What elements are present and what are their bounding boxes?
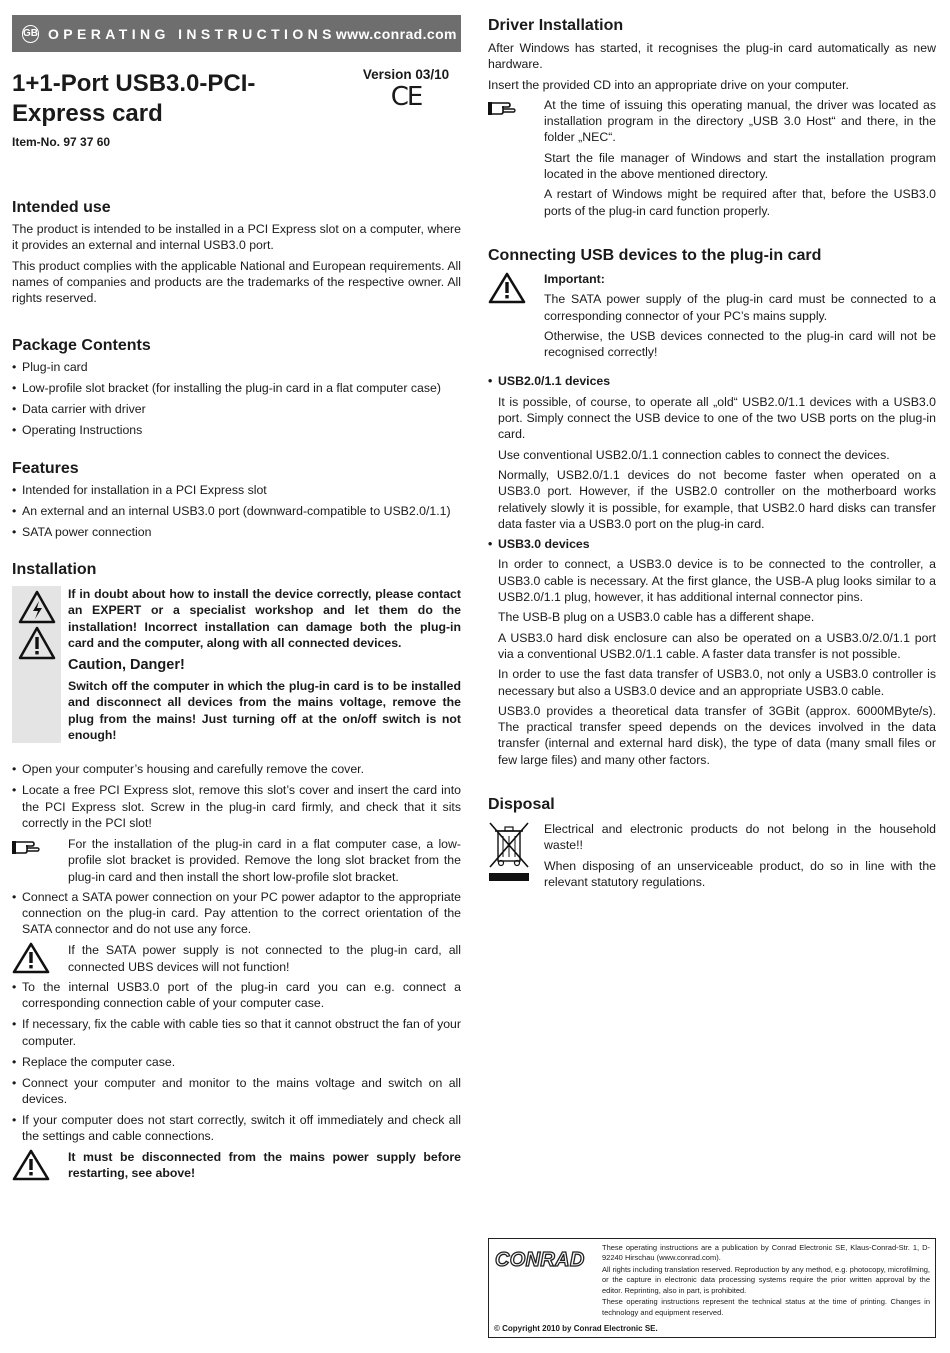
sata-warning-text: If the SATA power supply is not connected to the plug-in card, all connected UBS devices will not function! xyxy=(68,943,461,974)
disposal-block xyxy=(488,821,936,890)
electric-shock-icon xyxy=(18,590,56,624)
low-profile-note xyxy=(12,836,461,885)
ce-mark-icon: CE xyxy=(390,82,422,112)
list-item: • Locate a free PCI Express slot, remove this slot’s cover and insert the card into the PCI Express slot. Screw in the plug-in card firmly, and check that it sits correctly in the PCI slot! xyxy=(12,782,461,831)
driver-heading: Driver Installation xyxy=(488,17,624,34)
title-block xyxy=(12,69,461,129)
restart-warning-text: It must be disconnected from the mains power supply before restarting, see above! xyxy=(68,1150,461,1181)
restart-warning xyxy=(12,1149,461,1182)
list-item: • Open your computer’s housing and carefully remove the cover. xyxy=(12,761,461,777)
danger-warning-block xyxy=(12,586,461,743)
conrad-logo-text: CONRAD xyxy=(495,1249,585,1271)
document-title: 1+1-Port USB3.0-PCI-Express card xyxy=(12,70,256,127)
usb3-p2: The USB-B plug on a USB3.0 cable has a different shape. xyxy=(498,610,815,625)
driver-note-1: At the time of issuing this operating manual, the driver was located as installation program in the directory „USB 3.0 Host“ and there, in the folder „NEC“. xyxy=(544,97,936,145)
item-number: Item-No. 97 37 60 xyxy=(12,135,111,149)
usb2-p2: Use conventional USB2.0/1.1 connection cables to connect the devices. xyxy=(498,447,890,462)
usb2-p3: Normally, USB2.0/1.1 devices do not become faster when operated on a USB3.0 port. However, if the USB2.0 controller on the motherboard works relatively slowly it is possible, for example, that USB2.0 hard disks can transfer data faster via a USB3.0 port on the plug-in card. xyxy=(498,467,936,531)
header-url[interactable]: www.conrad.com xyxy=(335,25,457,42)
caution-heading: Caution, Danger! xyxy=(68,657,185,674)
usb2-p1: It is possible, of course, to operate all „old“ USB2.0/1.1 devices with a USB3.0 port. Simply connect the USB device to one of the two USB ports on the plug-in card. xyxy=(498,394,936,442)
driver-note-2: Start the file manager of Windows and start the installation program located in the above mentioned directory. xyxy=(544,150,936,182)
right-column xyxy=(488,0,936,894)
intended-use-p2: This product complies with the applicable National and European requirements. All names of companies and products are the trademarks of the respective owner. All rights reserved. xyxy=(12,258,461,306)
disposal-p2: When disposing of an unserviceable product, do so in line with the relevant statutory regulations. xyxy=(544,858,936,889)
pointing-hand-icon xyxy=(12,836,50,858)
intended-use-heading: Intended use xyxy=(12,199,111,216)
footer-copyright: © Copyright 2010 by Conrad Electronic SE. xyxy=(494,1324,658,1333)
version-label: Version 03/10 xyxy=(362,67,450,82)
pointing-hand-icon xyxy=(488,97,526,119)
list-item: • Low-profile slot bracket (for installing the plug-in card in a flat computer case) xyxy=(12,380,461,396)
warning-icon xyxy=(12,942,50,974)
warning-icon xyxy=(18,626,56,660)
list-item: • Plug-in card xyxy=(12,359,461,375)
conrad-logo-icon xyxy=(493,1246,593,1272)
warning-icon xyxy=(488,272,526,304)
important-p1: The SATA power supply of the plug-in card must be connected to a corresponding connector of your PC’s mains supply. xyxy=(544,292,936,323)
footer-rights: All rights including translation reserved. Reproduction by any method, e.g. photocopy, microfilming, or the capture in electronic data processing systems require the prior written approval by the editor. Reprinting, also in part, is prohibited. xyxy=(602,1265,930,1295)
package-heading: Package Contents xyxy=(12,337,151,355)
list-item: • An external and an internal USB3.0 port (downward-compatible to USB2.0/1.1) xyxy=(12,503,461,519)
important-block xyxy=(488,271,936,360)
disposal-heading: Disposal xyxy=(488,795,555,813)
usb3-p3: A USB3.0 hard disk enclosure can also be operated on a USB3.0/2.0/1.1 port via a conventional USB2.0/1.1 cable. A faster data transfer is not possible. xyxy=(498,630,936,661)
warning-strip xyxy=(12,586,61,743)
version-block xyxy=(351,67,461,112)
installation-steps-c xyxy=(12,979,461,1144)
installation-steps-b xyxy=(12,889,461,938)
usb2-subheading: • USB2.0/1.1 devices xyxy=(488,373,936,389)
header-title: OPERATING INSTRUCTIONS xyxy=(48,25,336,42)
footer-publisher: These operating instructions are a publication by Conrad Electronic SE, Klaus-Conrad-Str. 1, D-92240 Hirschau (www.conrad.com). xyxy=(602,1243,930,1263)
warning-icon xyxy=(12,1149,50,1181)
list-item: • If necessary, fix the cable with cable ties so that it cannot obstruct the fan of your computer. xyxy=(12,1016,461,1049)
footer-status: These operating instructions represent the technical status at the time of printing. Changes in technology and equipment reserved. xyxy=(602,1297,930,1317)
disposal-p1: Electrical and electronic products do not belong in the household waste!! xyxy=(544,821,936,853)
list-item: • Operating Instructions xyxy=(12,422,461,438)
low-profile-note-text: For the installation of the plug-in card in a flat computer case, a low-profile slot bracket is provided. Remove the long slot bracket from the plug-in card and then install the short low-profile slot bracket. xyxy=(68,836,461,884)
driver-note-3: A restart of Windows might be required after that, before the USB3.0 ports of the plug-in card function properly. xyxy=(544,187,936,218)
usb3-p4: In order to use the fast data transfer of USB3.0, not only a USB3.0 controller is necessary but also a USB3.0 device and an appropriate USB3.0 cable. xyxy=(498,667,936,698)
list-item: • Replace the computer case. xyxy=(12,1054,461,1070)
intended-use-p1: The product is intended to be installed in a PCI Express slot on a computer, where it provides an external and internal USB3.0 port. xyxy=(12,222,461,253)
left-column xyxy=(12,0,461,1186)
list-item: • Intended for installation in a PCI Express slot xyxy=(12,482,461,498)
installation-heading: Installation xyxy=(12,561,97,578)
features-list xyxy=(12,482,461,540)
driver-p1: After Windows has started, it recognises the plug-in card automatically as new hardware. xyxy=(488,41,936,72)
features-heading: Features xyxy=(12,459,79,477)
driver-p2: Insert the provided CD into an appropriate drive on your computer. xyxy=(488,77,849,92)
usb3-p1: In order to connect, a USB3.0 device is to be connected to the controller, a USB3.0 cable is necessary. At the first glance, the USB-A plug looks similar to a USB2.0/1.1 plug, however, it has additional internal connector pins. xyxy=(498,557,936,605)
important-label: Important: xyxy=(544,271,605,286)
list-item: • Connect your computer and monitor to the mains voltage and switch on all devices. xyxy=(12,1075,461,1108)
list-item: • If your computer does not start correctly, switch it off immediately and check all the settings and cable connections. xyxy=(12,1112,461,1145)
list-item: • To the internal USB3.0 port of the plug-in card you can e.g. connect a corresponding connection cable of your computer case. xyxy=(12,979,461,1012)
installation-steps-a xyxy=(12,761,461,831)
important-p2: Otherwise, the USB devices connected to the plug-in card will not be recognised correctly! xyxy=(544,328,936,360)
sata-warning xyxy=(12,942,461,975)
package-list xyxy=(12,359,461,438)
expert-warning-text: If in doubt about how to install the device correctly, please contact an EXPERT or a specialist workshop and let them do the installation! Incorrect installation can damage both the plug-in card and the computer, along with all connected devices. xyxy=(68,587,461,650)
header-bar xyxy=(12,15,461,52)
list-item: • SATA power connection xyxy=(12,524,461,540)
usb3-subheading: • USB3.0 devices xyxy=(488,536,936,552)
list-item: • Connect a SATA power connection on your PC power adaptor to the appropriate connection on the plug-in card. Pay attention to the correct orientation of the SATA connector and do not use any force. xyxy=(12,889,461,938)
language-badge: GB xyxy=(22,25,39,43)
driver-note xyxy=(488,97,936,219)
list-item: • Data carrier with driver xyxy=(12,401,461,417)
switch-off-warning-text: Switch off the computer in which the plug-in card is to be installed and disconnect all devices from the mains voltage, remove the plug from the mains! Just turning off at the on/off switch is not enough! xyxy=(68,679,461,743)
crossed-out-bin-icon xyxy=(488,821,530,883)
conrad-logo xyxy=(493,1246,593,1272)
publisher-footer xyxy=(488,1238,936,1338)
usb3-p5: USB3.0 provides a theoretical data transfer of 3GBit (approx. 6000MByte/s). The practical transfer speed depends on the devices involved in the data transfer (internal and external hard disk), the type of data (many small files or few large files) and many other factors. xyxy=(498,703,936,767)
connecting-heading: Connecting USB devices to the plug-in card xyxy=(488,246,822,264)
